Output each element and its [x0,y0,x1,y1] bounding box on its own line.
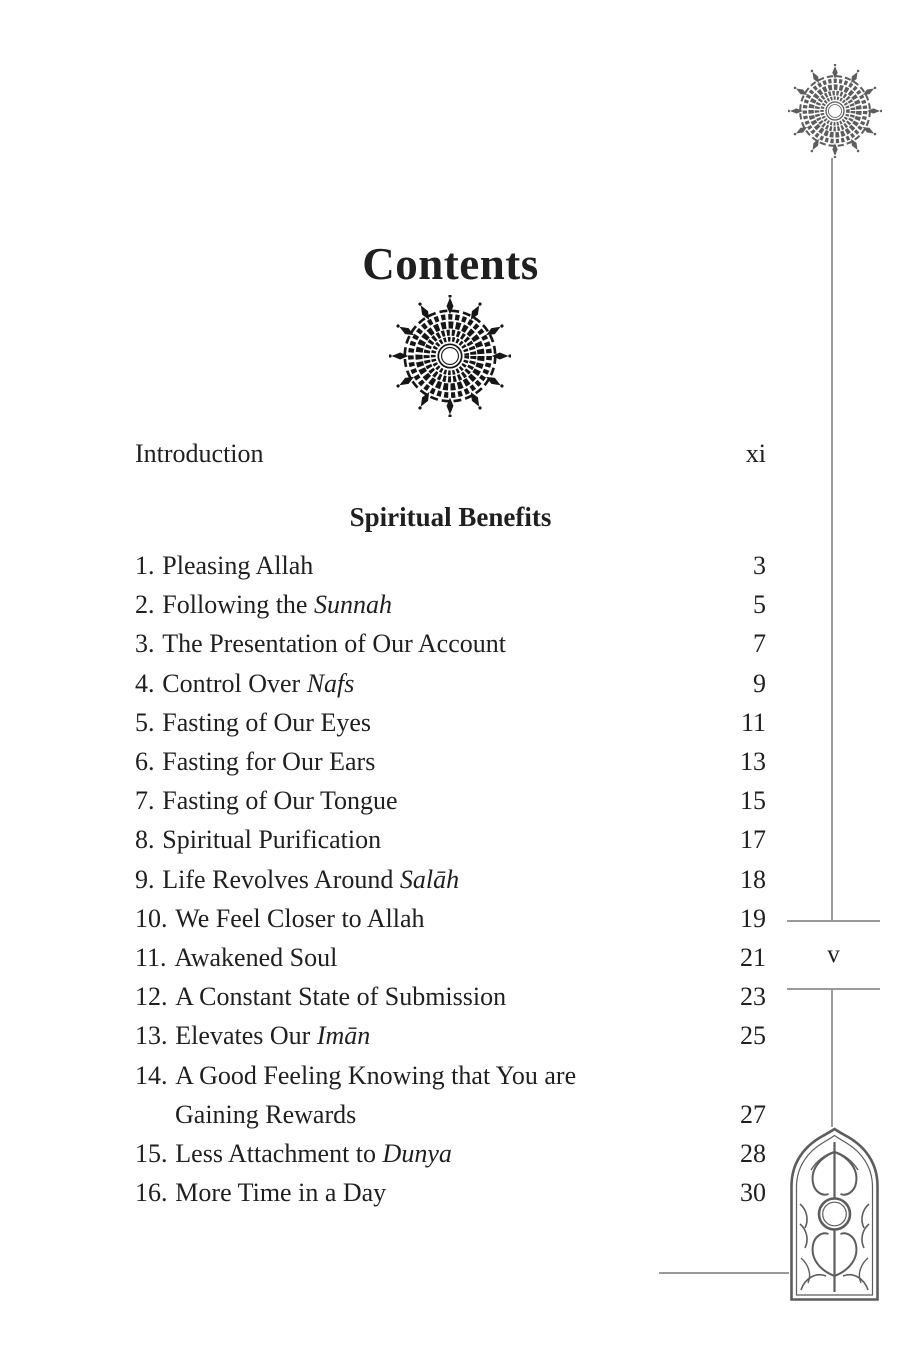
toc-entry-text: Fasting of Our Tongue [162,786,398,816]
toc-entry-page: 21 [740,943,766,973]
toc-entry-page: 13 [740,747,766,777]
toc-entry-text: Following the [162,590,314,620]
folio-rule-bottom [787,988,880,990]
toc-entry-text: Life Revolves Around [162,864,400,894]
toc-entry-title [135,1173,386,1212]
toc-entry-title [135,899,425,938]
toc-entry-number: 4. [135,668,155,698]
toc-entry [135,977,766,1016]
toc-entry-line1 [135,1056,766,1095]
arch-panel-ornament-icon [788,1126,881,1303]
toc-entry-number: 7. [135,786,155,816]
toc-entry [135,546,766,585]
toc-entry-title [135,703,371,742]
toc-front-matter-row [135,438,766,470]
toc-entry-text: Control Over [162,668,307,698]
toc-entry [135,1173,766,1212]
toc-entry-number: 6. [135,747,155,777]
toc-entry-title [135,1061,576,1090]
toc-entry-title [135,742,375,781]
toc-entry-text: A Constant State of Submission [175,982,507,1012]
toc-entry-text: Fasting for Our Ears [162,747,376,777]
toc-entry-title [135,1016,370,1055]
toc-entry-title [135,977,506,1016]
toc-entry [135,1134,766,1173]
toc-entry-text: The Presentation of Our Account [162,629,506,659]
toc-entry-title [135,1134,452,1173]
toc-front-matter-page: xi [745,439,766,468]
toc-entry-line2 [135,1095,766,1134]
toc-entry [135,742,766,781]
toc-entry-page: 19 [740,903,766,933]
toc-entry-title [135,860,459,899]
toc-entry-page: 23 [740,982,766,1012]
toc-entry [135,624,766,663]
toc-entry-page: 5 [753,590,766,620]
toc-entry-number: 11. [135,943,167,973]
toc-entry-text: Fasting of Our Eyes [162,707,371,737]
toc-entry-title [135,585,392,624]
toc-section-heading: Spiritual Benefits [349,502,552,532]
toc-entry [135,1016,766,1055]
toc-entry-number: 8. [135,825,155,855]
toc-entry-number: 16. [135,1178,168,1208]
toc-entry-term-italic: Nafs [306,668,355,698]
toc-entry-number: 2. [135,590,155,620]
toc-entry-page: 28 [740,1139,766,1169]
toc-entry-text: More Time in a Day [175,1178,387,1208]
toc-entry-title [135,546,313,585]
toc-entry-text: Pleasing Allah [162,551,314,580]
toc-entry-page: 3 [753,551,766,580]
toc-entry-number: 14. [135,1060,168,1090]
toc-entry [135,585,766,624]
toc-entry-number: 13. [135,1021,168,1051]
toc-entry-number: 1. [135,551,155,580]
margin-rule-vertical-bottom [831,990,833,1127]
margin-rule-vertical-top [831,158,833,920]
toc-entry-page: 7 [753,629,766,659]
toc-entry-term-italic: Dunya [382,1139,452,1169]
toc-entry [135,703,766,742]
folio-page-number: v [827,941,840,968]
corner-mandala-ornament-icon [788,64,882,158]
toc-entry-text: A Good Feeling Knowing that You are [175,1060,577,1090]
toc-entry-text: We Feel Closer to Allah [175,903,425,933]
toc-entry-term-italic: Salāh [399,864,460,894]
toc-entry-number: 9. [135,864,155,894]
toc-list [135,546,766,1212]
arch-rule-horizontal [659,1272,789,1274]
toc-entry-number: 15. [135,1139,168,1169]
toc-entry [135,899,766,938]
toc-entry-title [135,781,398,820]
toc-entry-term-italic: Sunnah [313,590,392,620]
toc-entry-text: Spiritual Purification [162,825,382,855]
toc-entry-title [135,820,381,859]
toc-entry-text: Less Attachment to [175,1139,383,1169]
toc-entry-page: 30 [740,1178,766,1208]
page-title: Contents [362,239,539,290]
toc-entry [135,781,766,820]
toc-entry-number: 12. [135,982,168,1012]
toc-entry-text: Elevates Our [175,1021,317,1051]
toc-entry [135,664,766,703]
toc-entry-page: 11 [740,707,766,737]
toc-entry-page: 27 [740,1099,766,1129]
toc-entry-number: 10. [135,903,168,933]
toc-entry [135,860,766,899]
toc-entry-page: 9 [753,668,766,698]
toc-entry-page: 18 [740,864,766,894]
folio-rule-top [787,920,880,922]
toc-entry [135,938,766,977]
toc-entry-page: 25 [740,1021,766,1051]
toc-entry-term-italic: Imān [316,1021,371,1051]
toc-front-matter-label: Introduction [135,439,264,468]
center-mandala-ornament-icon [389,295,511,417]
toc-entry-continuation: Gaining Rewards [175,1099,357,1129]
toc-entry [135,1056,766,1134]
toc-entry-title [135,664,354,703]
toc-entry-title [135,624,506,663]
toc-entry [135,820,766,859]
toc-entry-text: Awakened Soul [174,943,338,973]
toc-entry-page: 15 [740,786,766,816]
toc-entry-number: 3. [135,629,155,659]
toc-entry-page: 17 [740,825,766,855]
toc-entry-title [135,938,337,977]
toc-entry-number: 5. [135,707,155,737]
